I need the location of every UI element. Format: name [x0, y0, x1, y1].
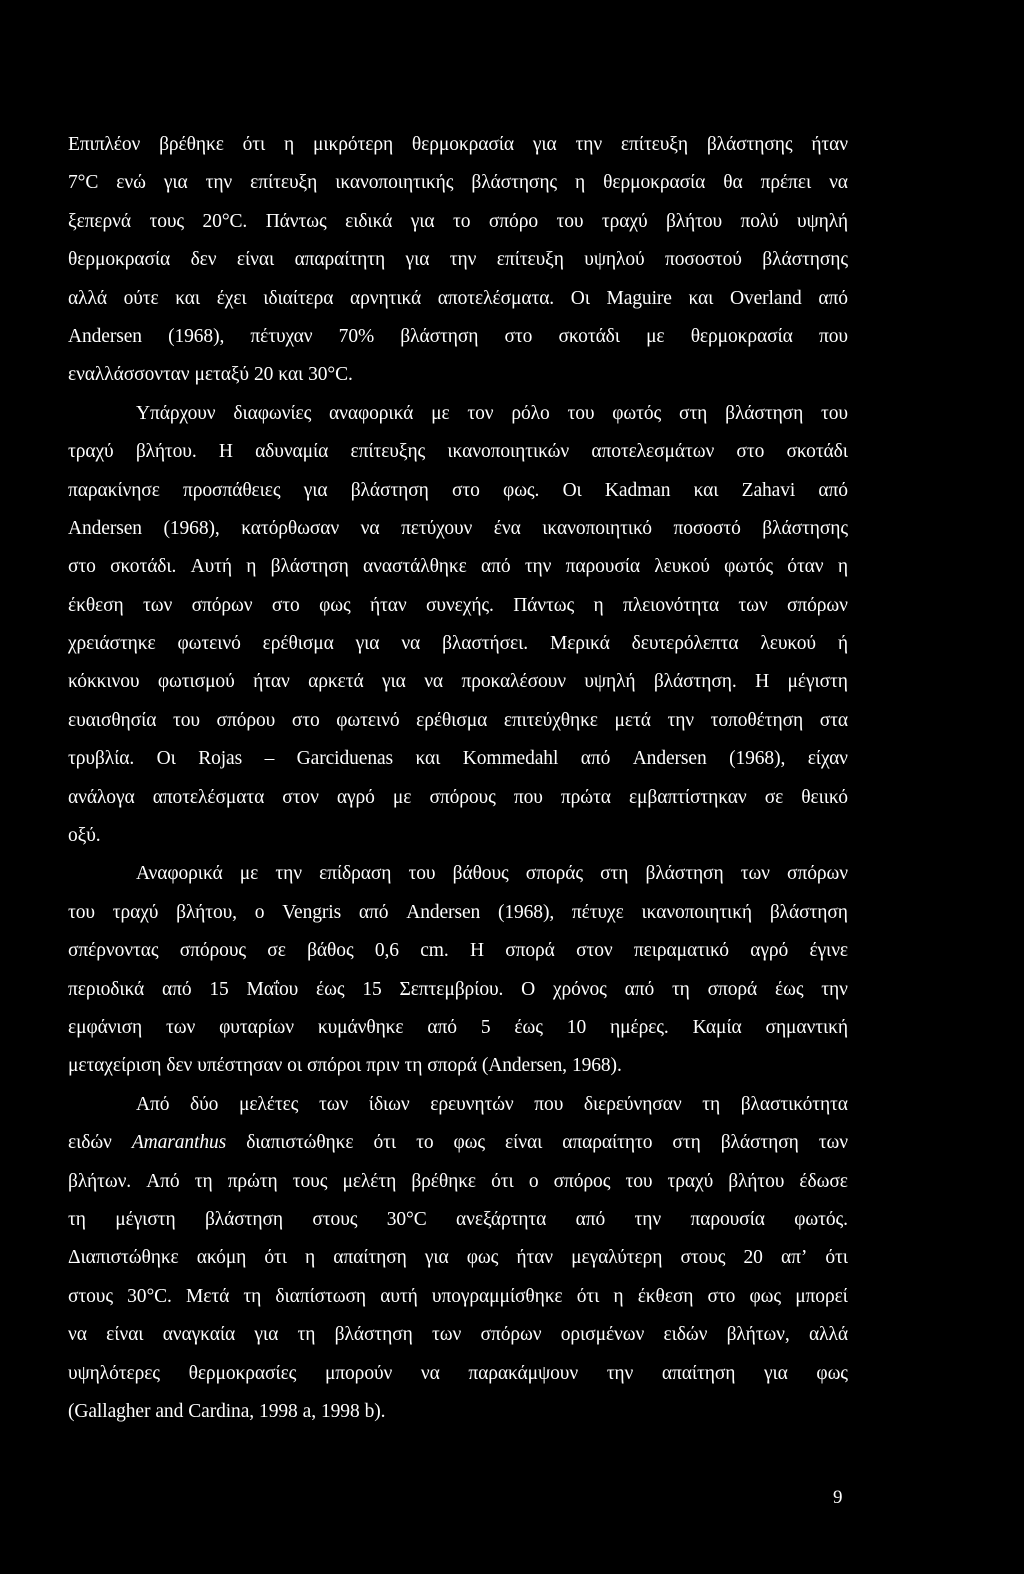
text-line: τραχύ βλήτου. Η αδυναμία επίτευξης ικανοποιητικών αποτελεσμάτων στο σκοτάδι: [68, 441, 848, 463]
text-line: του τραχύ βλήτου, ο Vengris από Andersen (1968), πέτυχε ικανοποιητική βλάστηση: [68, 901, 848, 923]
text-line: υψηλότερες θερμοκρασίες μπορούν να παρακάμψουν την απαίτηση για φως: [68, 1362, 848, 1384]
text-line: κόκκινου φωτισμού ήταν αρκετά για να προκαλέσουν υψηλή βλάστηση. Η μέγιστη: [68, 671, 848, 693]
text-line: παρακίνησε προσπάθειες για βλάστηση στο φως. Οι Kadman και Zahavi από: [68, 479, 848, 501]
text-line: Andersen (1968), πέτυχαν 70% βλάστηση στο σκοτάδι με θερμοκρασία που: [68, 325, 848, 347]
body-text: [68, 126, 848, 1431]
text-line: έκθεση των σπόρων στο φως ήταν συνεχής. Πάντως η πλειονότητα των σπόρων: [68, 594, 848, 616]
text-line: χρειάστηκε φωτεινό ερέθισμα για να βλαστήσει. Μερικά δευτερόλεπτα λευκού ή: [68, 633, 848, 655]
text-line: περιοδικά από 15 Μαΐου έως 15 Σεπτεμβρίου. Ο χρόνος από τη σπορά έως την: [68, 978, 848, 1000]
text-line: Αναφορικά με την επίδραση του βάθους σποράς στη βλάστηση των σπόρων: [136, 863, 848, 885]
text-line: σπέρνοντας σπόρους σε βάθος 0,6 cm. Η σπορά στον πειραματικό αγρό έγινε: [68, 940, 848, 962]
text-line: Διαπιστώθηκε ακόμη ότι η απαίτηση για φως ήταν μεγαλύτερη στους 20 απ’ ότι: [68, 1247, 848, 1269]
text-line: ειδών Amaranthus διαπιστώθηκε ότι το φως είναι απαραίτητο στη βλάστηση των: [68, 1132, 848, 1154]
text-line: μεταχείριση δεν υπέστησαν οι σπόροι πριν τη σπορά (Andersen, 1968).: [68, 1055, 622, 1077]
text-line: εναλλάσσονταν μεταξύ 20 και 30°C.: [68, 364, 353, 386]
text-line: στους 30°C. Μετά τη διαπίστωση αυτή υπογραμμίσθηκε ότι η έκθεση στο φως μπορεί: [68, 1285, 848, 1307]
text-line: 7°C ενώ για την επίτευξη ικανοποιητικής βλάστησης η θερμοκρασία θα πρέπει να: [68, 172, 848, 194]
text-line: θερμοκρασία δεν είναι απαραίτητη για την επίτευξη υψηλού ποσοστού βλάστησης: [68, 249, 848, 271]
text-line: βλήτων. Από τη πρώτη τους μελέτη βρέθηκε ότι ο σπόρος του τραχύ βλήτου έδωσε: [68, 1170, 848, 1192]
text-line: οξύ.: [68, 825, 101, 847]
text-line: τη μέγιστη βλάστηση στους 30°C ανεξάρτητα από την παρουσία φωτός.: [68, 1208, 848, 1230]
text-line: Από δύο μελέτες των ίδιων ερευνητών που διερεύνησαν τη βλαστικότητα: [136, 1093, 848, 1115]
page-number: 9: [833, 1487, 843, 1508]
text-line: ξεπερνά τους 20°C. Πάντως ειδικά για το σπόρο του τραχύ βλήτου πολύ υψηλή: [68, 210, 848, 232]
text-line: Υπάρχουν διαφωνίες αναφορικά με τον ρόλο του φωτός στη βλάστηση του: [136, 402, 848, 424]
text-line: ανάλογα αποτελέσματα στον αγρό με σπόρους που πρώτα εμβαπτίστηκαν σε θειικό: [68, 786, 848, 808]
text-line: εμφάνιση των φυταρίων κυμάνθηκε από 5 έως 10 ημέρες. Καμία σημαντική: [68, 1016, 848, 1038]
text-line: Andersen (1968), κατόρθωσαν να πετύχουν ένα ικανοποιητικό ποσοστό βλάστησης: [68, 517, 848, 539]
text-line: ευαισθησία του σπόρου στο φωτεινό ερέθισμα επιτεύχθηκε μετά την τοποθέτηση στα: [68, 709, 848, 731]
text-line: (Gallagher and Cardina, 1998 a, 1998 b).: [68, 1400, 386, 1422]
text-line: Επιπλέον βρέθηκε ότι η μικρότερη θερμοκρασία για την επίτευξη βλάστησης ήταν: [68, 134, 848, 155]
text-line: να είναι αναγκαία για τη βλάστηση των σπόρων ορισμένων ειδών βλήτων, αλλά: [68, 1324, 848, 1346]
text-line: αλλά ούτε και έχει ιδιαίτερα αρνητικά αποτελέσματα. Οι Maguire και Overland από: [68, 287, 848, 309]
text-line: στο σκοτάδι. Αυτή η βλάστηση αναστάλθηκε από την παρουσία λευκού φωτός όταν η: [68, 556, 848, 578]
text-line: τρυβλία. Οι Rojas – Garciduenas και Kommedahl από Andersen (1968), είχαν: [68, 748, 848, 770]
